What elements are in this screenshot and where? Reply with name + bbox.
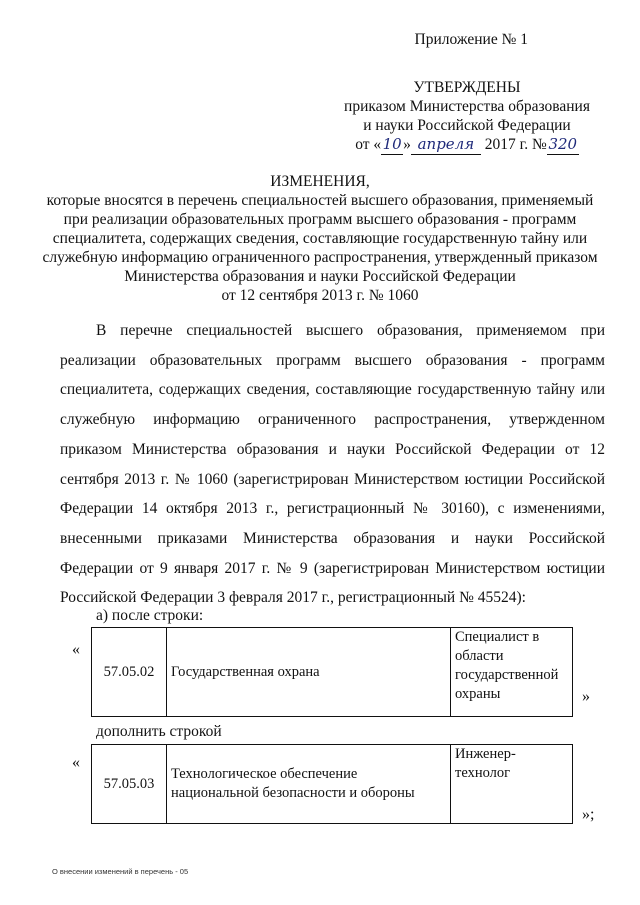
row-qualification: Специалист в области государственной охраны (451, 628, 573, 717)
appendix-label: Приложение № 1 (414, 31, 528, 48)
title-line-5: Министерства образования и науки Российской Федерации (124, 268, 516, 285)
date-year: 2017 г. № (484, 136, 547, 153)
date-prefix: от « (355, 136, 382, 153)
title-line-4: служебную информацию ограниченного распространения, утвержденный приказом (42, 249, 598, 266)
table-row-new (91, 744, 573, 824)
open-quote: « (72, 754, 80, 771)
approved-heading: УТВЕРЖДЕНЫ (413, 79, 521, 96)
footer-note: О внесении изменений в перечень - 05 (52, 867, 189, 876)
order-number: 320 (548, 135, 578, 153)
title-main: ИЗМЕНЕНИЯ, (270, 173, 370, 190)
approval-date-line (330, 135, 604, 155)
row-name: Технологическое обеспечение национальной безопасности и обороны (167, 745, 451, 824)
document-title (30, 172, 610, 305)
title-line-1: которые вносятся в перечень специальностей высшего образования, применяемый (46, 192, 594, 209)
date-day: 10 (382, 135, 402, 153)
approved-by-order-line2: и науки Российской Федерации (363, 117, 571, 134)
open-quote: « (72, 641, 80, 658)
date-mid: » (403, 136, 411, 153)
approval-block (330, 78, 604, 155)
section-add-label: дополнить строкой (96, 723, 222, 740)
approved-by-order-line1: приказом Министерства образования (344, 98, 590, 115)
body-paragraph (60, 316, 605, 613)
title-line-3: специалитета, содержащих сведения, составляющие государственную тайну или (52, 230, 588, 247)
table-row-existing (91, 627, 573, 717)
body-paragraph-text: В перечне специальностей высшего образования, применяемом при реализации образовательных программ высшего образования - программ специалитета, содержащих сведения, составляющие государственную тайну или служебную информацию ограниченного распространения, утвержденном приказом Министерства образования и науки Российской Федерации от 12 сентября 2013 г. № 1060 (зарегистрирован Министерством юстиции Российской Федерации 14 октября 2013 г., регистрационный № 30160), с изменениями, внесенными приказами Министерства образования и науки Российской Федерации от 9 января 2017 г. № 9 (зарегистрирован Министерством юстиции Российской Федерации 3 февраля 2017 г., регистрационный № 45524): (60, 322, 605, 607)
row-name: Государственная охрана (167, 628, 451, 717)
close-quote: » (582, 688, 590, 705)
section-a-label: а) после строки: (96, 607, 204, 624)
row-code: 57.05.02 (92, 628, 167, 717)
date-month: апреля (411, 135, 481, 155)
title-line-2: при реализации образовательных программ высшего образования - программ (63, 211, 577, 228)
row-code: 57.05.03 (92, 745, 167, 824)
row-qualification: Инженер-технолог (451, 745, 573, 824)
close-quote: »; (582, 806, 595, 823)
title-line-6: от 12 сентября 2013 г. № 1060 (221, 287, 419, 304)
